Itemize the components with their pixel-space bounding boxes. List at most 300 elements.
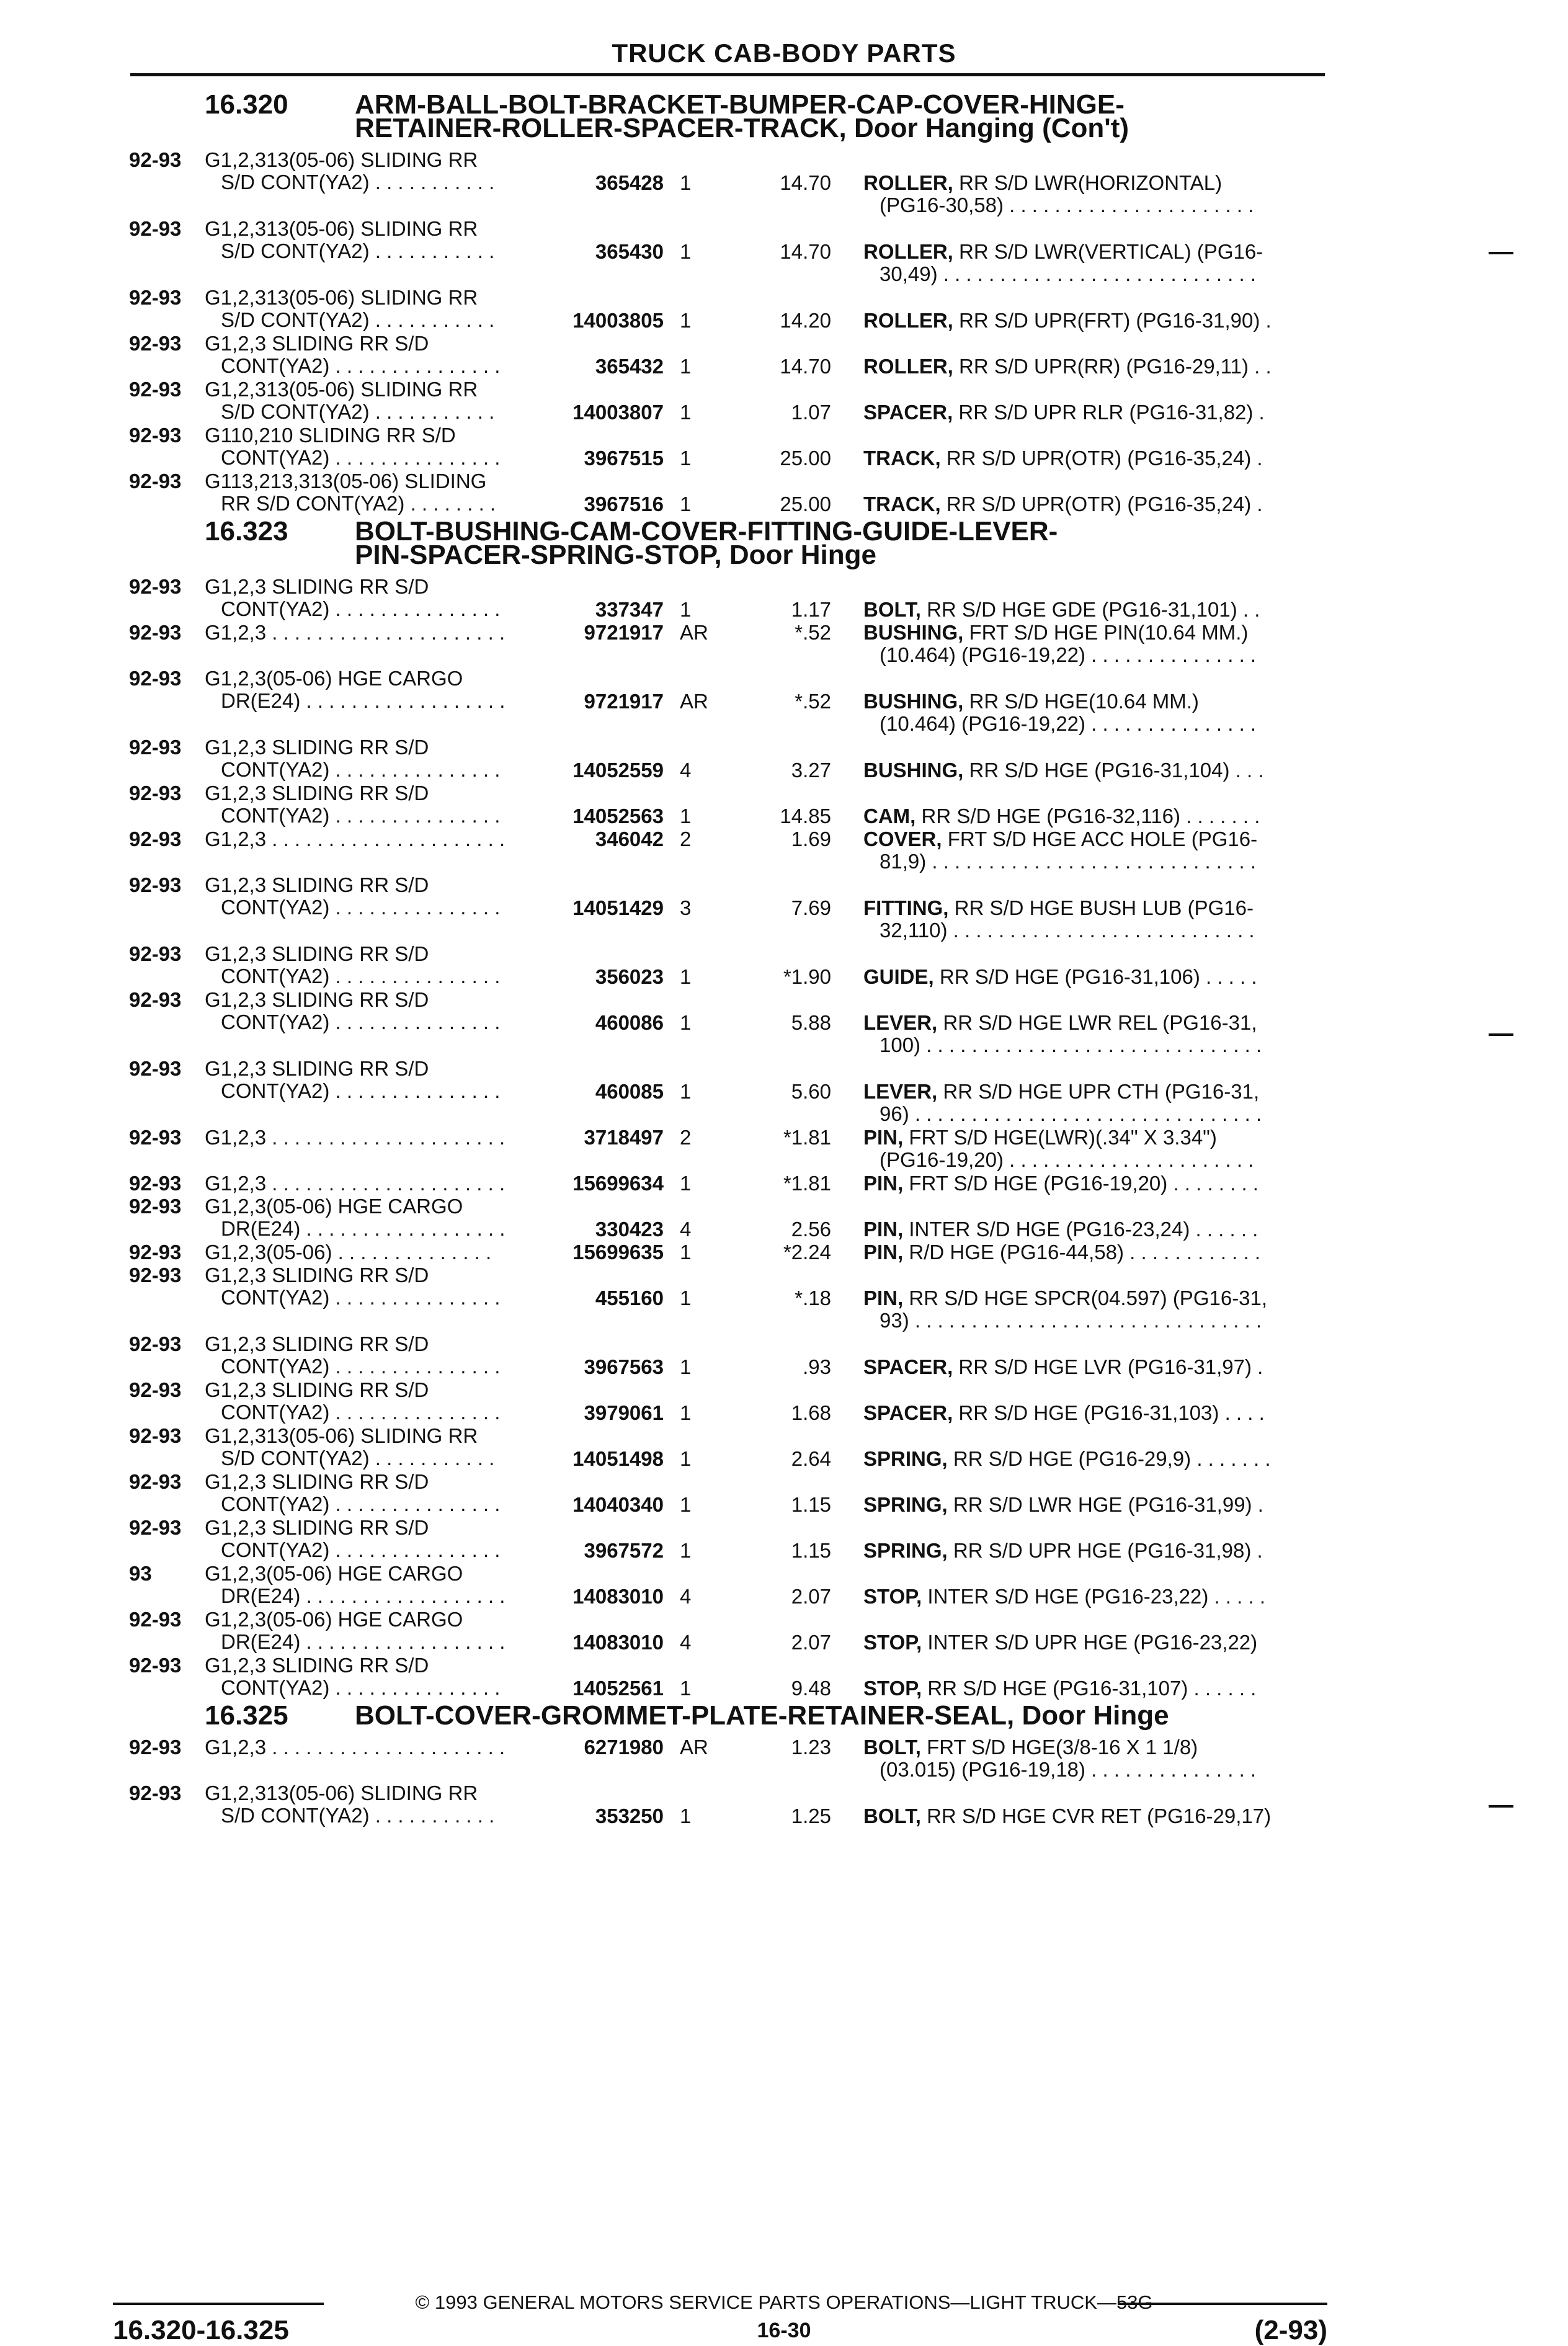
description-line (863, 599, 1322, 621)
quantity: 1 (680, 493, 692, 515)
model-applicability (205, 622, 540, 644)
description-line (863, 1805, 1322, 1827)
description-name: STOP, (863, 1631, 922, 1654)
quantity: 1 (680, 1080, 692, 1103)
part-description (863, 828, 1322, 873)
description-line (863, 1287, 1322, 1309)
description-line (863, 1241, 1322, 1264)
model-applicability (205, 782, 540, 827)
section-number: 16.325 (205, 1700, 288, 1731)
description-name: FITTING, (863, 896, 949, 919)
model-applicability (205, 1172, 540, 1195)
part-description (863, 1126, 1322, 1171)
model-line: CONT(YA2) . . . . . . . . . . . . . . . (221, 1492, 501, 1515)
section-title-line: BOLT-BUSHING-CAM-COVER-FITTING-GUIDE-LEVER- (355, 516, 1058, 546)
model-applicability (205, 1517, 540, 1561)
part-description (863, 966, 1322, 988)
model-year: 92-93 (129, 827, 182, 850)
quantity: 1 (680, 1493, 692, 1516)
description-text: RR S/D HGE (PG16-31,106) . . . . . (939, 965, 1257, 988)
part-number: 14052559 (572, 759, 664, 782)
model-year: 92-93 (129, 424, 182, 447)
quantity: 2 (680, 1126, 692, 1149)
description-name: LEVER, (863, 1080, 938, 1103)
model-line: CONT(YA2) . . . . . . . . . . . . . . . (221, 1286, 501, 1309)
model-line: CONT(YA2) . . . . . . . . . . . . . . . (221, 354, 501, 377)
description-text: RR S/D HGE LVR (PG16-31,97) . (958, 1355, 1263, 1378)
description-name: SPACER, (863, 401, 953, 424)
model-year: 93 (129, 1562, 152, 1585)
model-applicability (205, 828, 540, 850)
part-description (863, 310, 1322, 332)
part-description (863, 1287, 1322, 1332)
model-line: G1,2,3 SLIDING RR S/D (205, 575, 429, 598)
description-name: PIN, (863, 1172, 904, 1195)
model-year: 92-93 (129, 1516, 182, 1539)
model-line: DR(E24) . . . . . . . . . . . . . . . . . . (221, 1217, 506, 1240)
part-description (863, 1586, 1322, 1608)
description-text: RR S/D HGE LWR REL (PG16-31, (943, 1011, 1257, 1034)
model-line: CONT(YA2) . . . . . . . . . . . . . . . (221, 597, 501, 620)
model-applicability (205, 332, 540, 377)
price: 1.68 (791, 1401, 831, 1424)
price: 1.15 (791, 1539, 831, 1562)
description-name: PIN, (863, 1126, 904, 1149)
part-description (863, 599, 1322, 621)
model-line: G1,2,3 SLIDING RR S/D (205, 332, 429, 355)
description-name: BUSHING, (863, 621, 964, 644)
quantity: 4 (680, 759, 692, 782)
model-line: G1,2,3 SLIDING RR S/D (205, 873, 429, 896)
part-number: 14052563 (572, 805, 664, 827)
part-number: 14083010 (572, 1631, 664, 1654)
description-name: COVER, (863, 827, 942, 850)
part-number: 353250 (595, 1804, 664, 1827)
price: 1.17 (791, 598, 831, 621)
price: 25.00 (780, 493, 831, 515)
description-line (863, 805, 1322, 827)
model-line: CONT(YA2) . . . . . . . . . . . . . . . (221, 1538, 501, 1561)
model-line: S/D CONT(YA2) . . . . . . . . . . . (221, 1804, 495, 1827)
model-line: G1,2,313(05-06) SLIDING RR (205, 1424, 478, 1447)
model-applicability (205, 1264, 540, 1309)
part-number: 356023 (595, 965, 664, 988)
description-line: 32,110) . . . . . . . . . . . . . . . . . . . . . . . . . . . (880, 919, 1255, 942)
description-text: RR S/D HGE GDE (PG16-31,101) . . (927, 598, 1260, 621)
description-line: 30,49) . . . . . . . . . . . . . . . . . . . . . . . . . . . . (880, 262, 1257, 285)
quantity: 1 (680, 355, 692, 378)
description-name: BOLT, (863, 1804, 921, 1827)
model-year: 92-93 (129, 470, 182, 493)
model-applicability (205, 736, 540, 781)
model-line: G1,2,3(05-06) HGE CARGO (205, 1195, 463, 1218)
model-line: G1,2,3(05-06) HGE CARGO (205, 1608, 463, 1631)
price: 14.85 (780, 805, 831, 827)
description-name: ROLLER, (863, 171, 953, 194)
description-line (863, 966, 1322, 988)
quantity: 1 (680, 1677, 692, 1700)
model-year: 92-93 (129, 1241, 182, 1264)
description-text: RR S/D HGE SPCR(04.597) (PG16-31, (909, 1287, 1268, 1309)
quantity: AR (680, 690, 708, 713)
section-title-line: PIN-SPACER-SPRING-STOP, Door Hinge (355, 540, 876, 570)
part-description (863, 1172, 1322, 1195)
part-number: 14040340 (572, 1493, 664, 1516)
margin-tick-mark (1489, 252, 1513, 254)
model-year: 92-93 (129, 988, 182, 1011)
model-line: G1,2,3 SLIDING RR S/D (205, 1654, 429, 1677)
part-description (863, 759, 1322, 782)
description-line (863, 622, 1322, 644)
description-text: RR S/D LWR(HORIZONTAL) (959, 171, 1223, 194)
price: *.52 (795, 621, 831, 644)
margin-tick-mark (1489, 1805, 1513, 1808)
section-title-line: BOLT-COVER-GROMMET-PLATE-RETAINER-SEAL, Door Hinge (355, 1700, 1169, 1731)
description-name: SPRING, (863, 1493, 948, 1516)
price: *.18 (795, 1287, 831, 1309)
model-line: G1,2,3(05-06) . . . . . . . . . . . . . . (205, 1241, 492, 1264)
description-name: LEVER, (863, 1011, 938, 1034)
model-year: 92-93 (129, 378, 182, 401)
model-line: G113,213,313(05-06) SLIDING (205, 470, 487, 493)
description-text: FRT S/D HGE ACC HOLE (PG16- (947, 827, 1258, 850)
price: *1.81 (783, 1172, 831, 1195)
description-line: (10.464) (PG16-19,22) . . . . . . . . . . . . . . . (880, 712, 1257, 735)
description-name: SPRING, (863, 1539, 948, 1562)
model-applicability (205, 378, 540, 423)
description-line (863, 1356, 1322, 1378)
description-name: CAM, (863, 805, 916, 827)
section-number: 16.323 (205, 516, 288, 546)
model-year: 92-93 (129, 575, 182, 598)
model-applicability (205, 1654, 540, 1699)
model-year: 92-93 (129, 782, 182, 805)
price: *1.81 (783, 1126, 831, 1149)
price: 14.70 (780, 355, 831, 378)
model-line: CONT(YA2) . . . . . . . . . . . . . . . (221, 1676, 501, 1699)
description-text: RR S/D UPR(OTR) (PG16-35,24) . (946, 447, 1263, 470)
model-line: G1,2,313(05-06) SLIDING RR (205, 217, 478, 240)
description-line (863, 1540, 1322, 1562)
description-line (863, 690, 1322, 713)
part-description (863, 355, 1322, 378)
quantity: 3 (680, 896, 692, 919)
model-applicability (205, 1782, 540, 1827)
model-line: S/D CONT(YA2) . . . . . . . . . . . (221, 1447, 495, 1470)
price: *1.90 (783, 965, 831, 988)
model-line: S/D CONT(YA2) . . . . . . . . . . . (221, 308, 495, 331)
model-line: G1,2,3 . . . . . . . . . . . . . . . . . . . . . (205, 1736, 506, 1759)
model-year: 92-93 (129, 1378, 182, 1401)
margin-tick-mark (1489, 1033, 1513, 1036)
description-line (863, 493, 1322, 515)
part-number: 3967572 (584, 1539, 664, 1562)
quantity: 1 (680, 1241, 692, 1264)
quantity: 1 (680, 805, 692, 827)
description-line (863, 1081, 1322, 1103)
description-line (863, 1736, 1322, 1759)
part-number: 9721917 (584, 621, 664, 644)
description-name: BOLT, (863, 1736, 921, 1759)
part-number: 330423 (595, 1218, 664, 1241)
description-line: 81,9) . . . . . . . . . . . . . . . . . . . . . . . . . . . . . (880, 850, 1256, 873)
part-number: 365432 (595, 355, 664, 378)
description-text: RR S/D HGE CVR RET (PG16-29,17) (927, 1804, 1272, 1827)
description-name: ROLLER, (863, 309, 953, 332)
description-line: (PG16-30,58) . . . . . . . . . . . . . . . . . . . . . . (880, 194, 1254, 216)
price: 1.23 (791, 1736, 831, 1759)
quantity: 4 (680, 1631, 692, 1654)
quantity: 1 (680, 598, 692, 621)
description-text: INTER S/D HGE (PG16-23,22) . . . . . (927, 1585, 1265, 1608)
model-line: CONT(YA2) . . . . . . . . . . . . . . . (221, 965, 501, 988)
model-line: G1,2,313(05-06) SLIDING RR (205, 148, 478, 171)
model-applicability (205, 1563, 540, 1607)
model-applicability (205, 943, 540, 988)
description-text: RR S/D HGE (PG16-32,116) . . . . . . . (921, 805, 1260, 827)
description-line (863, 828, 1322, 850)
model-applicability (205, 1379, 540, 1424)
section-title (355, 89, 1285, 143)
model-line: CONT(YA2) . . . . . . . . . . . . . . . (221, 1010, 501, 1033)
description-text: RR S/D UPR(RR) (PG16-29,11) . . (959, 355, 1272, 378)
description-text: FRT S/D HGE(3/8-16 X 1 1/8) (927, 1736, 1198, 1759)
model-applicability (205, 989, 540, 1033)
part-description (863, 1677, 1322, 1700)
model-year: 92-93 (129, 1332, 182, 1355)
model-line: G1,2,3 SLIDING RR S/D (205, 942, 429, 965)
model-line: G1,2,3 . . . . . . . . . . . . . . . . . . . . . (205, 621, 506, 644)
model-line: G1,2,3 SLIDING RR S/D (205, 782, 429, 805)
description-name: SPACER, (863, 1355, 953, 1378)
quantity: 1 (680, 1804, 692, 1827)
description-line (863, 1677, 1322, 1700)
part-description (863, 1218, 1322, 1241)
model-line: G1,2,3 SLIDING RR S/D (205, 1516, 429, 1539)
description-name: BUSHING, (863, 690, 964, 713)
description-text: RR S/D HGE UPR CTH (PG16-31, (943, 1080, 1260, 1103)
part-number: 9721917 (584, 690, 664, 713)
description-text: RR S/D HGE BUSH LUB (PG16- (954, 896, 1254, 919)
model-year: 92-93 (129, 667, 182, 690)
model-line: CONT(YA2) . . . . . . . . . . . . . . . (221, 758, 501, 781)
quantity: 1 (680, 1172, 692, 1195)
quantity: 1 (680, 1287, 692, 1309)
part-description (863, 172, 1322, 216)
part-number: 3979061 (584, 1401, 664, 1424)
model-year: 92-93 (129, 873, 182, 896)
description-line (863, 1126, 1322, 1149)
part-description (863, 241, 1322, 285)
part-description (863, 1081, 1322, 1125)
part-number: 365430 (595, 240, 664, 263)
price: 14.20 (780, 309, 831, 332)
quantity: 1 (680, 401, 692, 424)
description-line (863, 355, 1322, 378)
part-description (863, 1356, 1322, 1378)
quantity: 1 (680, 1401, 692, 1424)
part-number: 3967515 (584, 447, 664, 470)
header-rule (130, 73, 1325, 76)
model-applicability (205, 1333, 540, 1378)
model-applicability (205, 218, 540, 262)
part-number: 460085 (595, 1080, 664, 1103)
price: *.52 (795, 690, 831, 713)
quantity: AR (680, 1736, 708, 1759)
price: 2.07 (791, 1631, 831, 1654)
model-applicability (205, 1608, 540, 1653)
description-line (863, 1218, 1322, 1241)
model-line: G1,2,3 . . . . . . . . . . . . . . . . . . . . . (205, 1126, 506, 1149)
section-number: 16.320 (205, 89, 288, 120)
model-line: S/D CONT(YA2) . . . . . . . . . . . (221, 400, 495, 423)
description-name: PIN, (863, 1287, 904, 1309)
description-name: SPRING, (863, 1447, 948, 1470)
model-applicability (205, 667, 540, 712)
footer-date: (2-93) (1254, 2315, 1327, 2345)
model-year: 92-93 (129, 1264, 182, 1287)
model-applicability (205, 424, 540, 469)
model-applicability (205, 1126, 540, 1149)
part-number: 3718497 (584, 1126, 664, 1149)
part-description (863, 1402, 1322, 1424)
description-text: RR S/D HGE (PG16-31,107) . . . . . . (927, 1677, 1257, 1700)
price: 14.70 (780, 171, 831, 194)
part-number: 346042 (595, 827, 664, 850)
model-applicability (205, 576, 540, 620)
model-line: CONT(YA2) . . . . . . . . . . . . . . . (221, 804, 501, 827)
price: 1.69 (791, 827, 831, 850)
model-line: G1,2,3 SLIDING RR S/D (205, 988, 429, 1011)
footer-page-number: 16-30 (757, 2319, 811, 2342)
model-applicability (205, 470, 540, 515)
part-number: 337347 (595, 598, 664, 621)
price: 25.00 (780, 447, 831, 470)
description-name: TRACK, (863, 447, 941, 470)
quantity: 1 (680, 965, 692, 988)
model-year: 92-93 (129, 148, 182, 171)
model-year: 92-93 (129, 736, 182, 759)
price: *2.24 (783, 1241, 831, 1264)
description-line: 96) . . . . . . . . . . . . . . . . . . . . . . . . . . . . . . . (880, 1102, 1262, 1125)
part-number: 14003805 (572, 309, 664, 332)
part-number: 15699634 (572, 1172, 664, 1195)
model-line: G1,2,3(05-06) HGE CARGO (205, 1562, 463, 1585)
price: 1.25 (791, 1804, 831, 1827)
part-description (863, 1736, 1322, 1781)
description-name: STOP, (863, 1677, 922, 1700)
part-number: 3967516 (584, 493, 664, 515)
model-line: G1,2,313(05-06) SLIDING RR (205, 1782, 478, 1804)
price: 2.56 (791, 1218, 831, 1241)
description-line (863, 759, 1322, 782)
model-line: RR S/D CONT(YA2) . . . . . . . . (221, 492, 496, 515)
model-line: CONT(YA2) . . . . . . . . . . . . . . . (221, 1355, 501, 1378)
part-number: 15699635 (572, 1241, 664, 1264)
description-line (863, 1494, 1322, 1516)
price: 1.07 (791, 401, 831, 424)
description-text: RR S/D HGE (PG16-31,104) . . . (969, 759, 1264, 782)
description-line: (10.464) (PG16-19,22) . . . . . . . . . . . . . . . (880, 643, 1257, 666)
quantity: 1 (680, 447, 692, 470)
model-line: G1,2,3 SLIDING RR S/D (205, 1470, 429, 1493)
part-number: 6271980 (584, 1736, 664, 1759)
description-line (863, 401, 1322, 424)
part-description (863, 1631, 1322, 1654)
part-description (863, 690, 1322, 735)
description-text: RR S/D HGE (PG16-29,9) . . . . . . . (953, 1447, 1271, 1470)
description-line (863, 310, 1322, 332)
part-number: 365428 (595, 171, 664, 194)
model-year: 92-93 (129, 1608, 182, 1631)
model-line: G1,2,3 SLIDING RR S/D (205, 1057, 429, 1080)
part-number: 3967563 (584, 1355, 664, 1378)
price: .93 (803, 1355, 831, 1378)
price: 7.69 (791, 896, 831, 919)
part-description (863, 1241, 1322, 1264)
description-line (863, 897, 1322, 919)
description-line (863, 1448, 1322, 1470)
description-name: ROLLER, (863, 355, 953, 378)
description-text: RR S/D UPR(FRT) (PG16-31,90) . (959, 309, 1272, 332)
model-line: G1,2,3 SLIDING RR S/D (205, 1264, 429, 1287)
price: 9.48 (791, 1677, 831, 1700)
price: 2.07 (791, 1585, 831, 1608)
model-line: CONT(YA2) . . . . . . . . . . . . . . . (221, 446, 501, 469)
model-year: 92-93 (129, 1782, 182, 1804)
model-year: 92-93 (129, 621, 182, 644)
model-line: G1,2,3 SLIDING RR S/D (205, 1378, 429, 1401)
part-number: 455160 (595, 1287, 664, 1309)
quantity: 1 (680, 1539, 692, 1562)
description-text: FRT S/D HGE (PG16-19,20) . . . . . . . . (909, 1172, 1258, 1195)
model-line: DR(E24) . . . . . . . . . . . . . . . . . . (221, 1630, 506, 1653)
description-line: 100) . . . . . . . . . . . . . . . . . . . . . . . . . . . . . . (880, 1033, 1262, 1056)
quantity: 1 (680, 240, 692, 263)
description-name: PIN, (863, 1218, 904, 1241)
description-text: RR S/D UPR(OTR) (PG16-35,24) . (946, 493, 1263, 515)
model-year: 92-93 (129, 332, 182, 355)
model-line: CONT(YA2) . . . . . . . . . . . . . . . (221, 896, 501, 919)
model-applicability (205, 874, 540, 919)
model-applicability (205, 1736, 540, 1759)
quantity: 1 (680, 309, 692, 332)
part-description (863, 1494, 1322, 1516)
model-year: 92-93 (129, 1424, 182, 1447)
part-number: 14052561 (572, 1677, 664, 1700)
part-number: 14003807 (572, 401, 664, 424)
model-line: DR(E24) . . . . . . . . . . . . . . . . . . (221, 689, 506, 712)
description-line (863, 1631, 1322, 1654)
model-line: S/D CONT(YA2) . . . . . . . . . . . (221, 171, 495, 194)
quantity: 2 (680, 827, 692, 850)
part-description (863, 897, 1322, 942)
model-line: CONT(YA2) . . . . . . . . . . . . . . . (221, 1401, 501, 1424)
section-title-line: RETAINER-ROLLER-SPACER-TRACK, Door Hanging (Con't) (355, 113, 1129, 143)
model-line: DR(E24) . . . . . . . . . . . . . . . . . . (221, 1584, 506, 1607)
description-name: BOLT, (863, 598, 921, 621)
part-description (863, 1012, 1322, 1056)
price: 5.88 (791, 1011, 831, 1034)
price: 1.15 (791, 1493, 831, 1516)
description-line (863, 1172, 1322, 1195)
description-name: BUSHING, (863, 759, 964, 782)
part-description (863, 493, 1322, 515)
model-line: G1,2,3(05-06) HGE CARGO (205, 667, 463, 690)
description-name: SPACER, (863, 1401, 953, 1424)
description-name: TRACK, (863, 493, 941, 515)
description-text: FRT S/D HGE PIN(10.64 MM.) (969, 621, 1249, 644)
